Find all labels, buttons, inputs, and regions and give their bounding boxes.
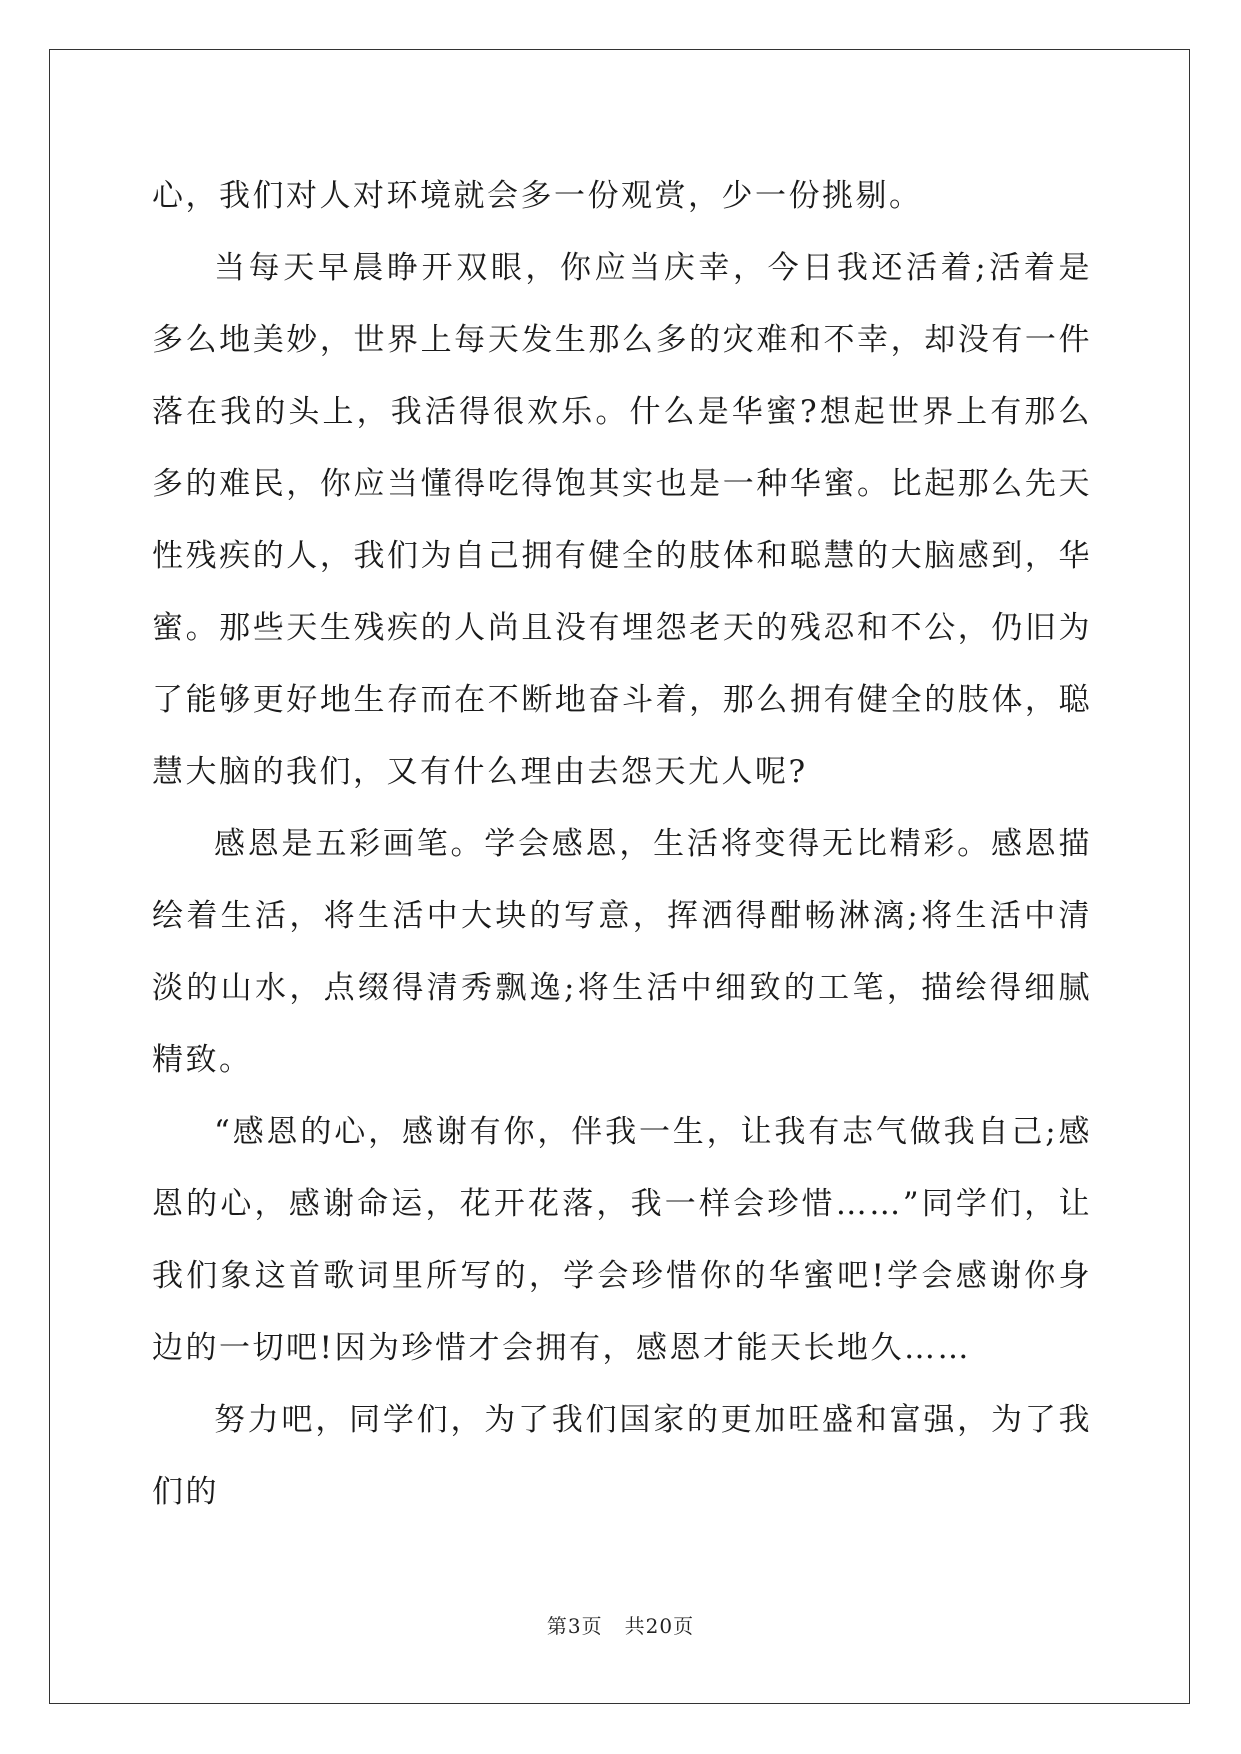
page-footer	[0, 1610, 1241, 1639]
page-total: 共20页	[624, 1614, 695, 1638]
paragraph-2: 当每天早晨睁开双眼，你应当庆幸，今日我还活着;活着是多么地美妙，世界上每天发生那么多的灾难和不幸，却没有一件落在我的头上，我活得很欢乐。什么是华蜜?想起世界上有那么多的难民，你应当懂得吃得饱其实也是一种华蜜。比起那么先天性残疾的人，我们为自己拥有健全的肢体和聪慧的大脑感到，华蜜。那些天生残疾的人尚且没有埋怨老天的残忍和不公，仍旧为了能够更好地生存而在不断地奋斗着，那么拥有健全的肢体，聪慧大脑的我们，又有什么理由去怨天尤人呢?	[152, 250, 1092, 790]
paragraph-1: 心，我们对人对环境就会多一份观赏，少一份挑剔。	[152, 178, 923, 214]
paragraph-5: 努力吧，同学们，为了我们国家的更加旺盛和富强，为了我们的	[152, 1402, 1092, 1510]
paragraph-4: “感恩的心，感谢有你，伴我一生，让我有志气做我自己;感恩的心，感谢命运，花开花落，我一样会珍惜……”同学们，让我们象这首歌词里所写的，学会珍惜你的华蜜吧!学会感谢你身边的一切吧!因为珍惜才会拥有，感恩才能天长地久……	[152, 1114, 1092, 1366]
document-body	[152, 160, 1092, 1528]
page-number: 第3页	[546, 1614, 603, 1638]
paragraph-3: 感恩是五彩画笔。学会感恩，生活将变得无比精彩。感恩描绘着生活，将生活中大块的写意，挥洒得酣畅淋漓;将生活中清淡的山水，点缀得清秀飘逸;将生活中细致的工笔，描绘得细腻精致。	[152, 826, 1092, 1078]
